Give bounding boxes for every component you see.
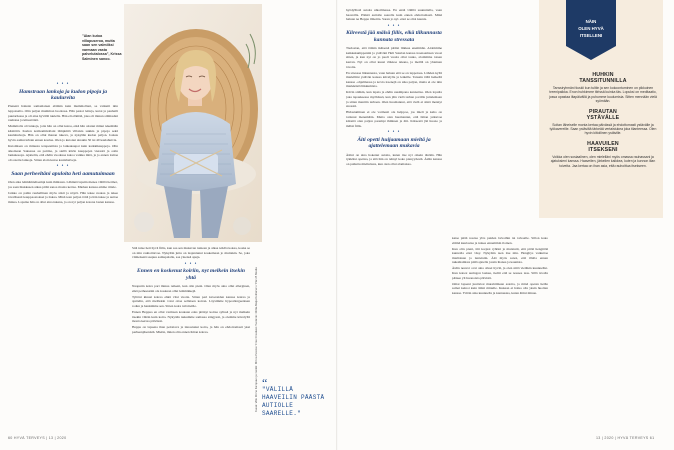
paragraph: Äidin neuvot ovat aina olleet hyviä, ja olen niitä vieläkin kuunnellut. Kun katsot auringon laskua, tiedät että se nousee taas. Sillä tavalla pääsee yli huonoista päivistä.	[452, 266, 548, 280]
paragraph: En stressaa liikunnasta, vaan haluan että se on leppoisaa. Lähden kyllä mielelläni ystävän kanssa kävelylle ja lenkille. Tanssin tällä hetkellä kanssa -ohjelmassa ja kovia treenejä on aika paljon, mutta ei ole niin mielekästä liikkumista.	[346, 70, 442, 89]
portrait-photo	[124, 4, 262, 242]
portrait-illustration	[124, 4, 262, 242]
title-line: YSTÄVÄLLE	[586, 114, 620, 121]
paragraph: Kutomisen on minusta terapeuttista ja lankakaupat kuin karkkikauppoja. Olin aikoinaan Saksassa au pairina, ja siellä kävin kauppojen vierestä ja ostin lankakasoja. Ajattelin, että ehdin vuodessa kutoa vaikka mitä, ja jo ennen lomaa oli ostettu lankoja. Sitten aloin kutoa kaulahuiveja.	[8, 143, 118, 162]
paragraph: hyödyllisiä asioita ulkoilmassa. En enää välillä suunnitella, vaan haaveilla. Päästä autiolle saarelle kuin ennen ehdottomasti. Minä haluan ne Heppu ilmoitta. Saren jo nyt. ettei se olisi kaunis.	[346, 8, 442, 22]
photo-caption: "Alan kutoa villapuseroa, mutta saan sen valmiiksi varmaan vasta palvelutalossa", Krissa Salminen sanoo.	[82, 34, 122, 61]
title-line: PIRAUTAN	[588, 108, 617, 115]
sidebar-item-text: Tanssiryhmäni tiuskii kun tultiin ja sen kokoontuminen on pikkuinen treenipaikka. Enon huhkimme tiirissä kuinka täs. Lopuksi on meditaatio, jossa opastaa iltapäivällä ja puhumme kuulumisia. Sitten mennään vielä syömään.	[549, 86, 657, 104]
right-column-1	[346, 8, 442, 432]
ornament-divider: • • •	[387, 23, 401, 29]
left-column-1	[8, 80, 118, 430]
title-line: HAAVUILEN	[587, 140, 619, 147]
paragraph: Heppu on lapsena ihan pelottava ja innostunut koira, ja hän on ehdottomasti yksi perheenjäsenistä. Mietin, miten olin ennen ilman koiraa.	[132, 325, 250, 334]
left-column-2	[132, 246, 250, 432]
title-line: TANSSITUNNILLA	[579, 78, 627, 84]
sidebar-item-text: Soitan läheiselle monta kertaa päivässä ja ehdottomasti ystävälle ja työkavereille. Saan ystäviltä tärkeää vertaistukea joka tilanteessa. Olen hyvin kiitollinen ystäville.	[549, 122, 657, 136]
ornament-divider: • • •	[56, 164, 70, 170]
sidebar-tag	[566, 0, 616, 60]
paragraph: Mummolla oli lankoja, joita hän on ollut kutoa, eikä hän ottanut minut tekemään käsitöitä. Kudon kotikammollani lämpimiä villaisia sukkia ja pipoja sekä kaulahuiveja. Hän on ollut ihanan tukeva, ja nykyään kudon paljon. Joskus hyvin aamuvarhain ennen koulua. Olen jo kutonut ainakin 30 tai 40 kaulahuivia.	[8, 124, 118, 142]
paragraph: Ennen Heppua en ollut varmaan koskaan edes pitänyt koiraa sylissä ja nyt melkein itsekin vähän kuin koira. Nykyään nukumme samassa sängyssä, ja olemme kävelyllä monta kertaa päivässä.	[132, 309, 250, 324]
title-line: ITSEKSENI	[588, 146, 618, 153]
tag-line-1: NÄIN	[585, 19, 597, 24]
subheading: Hamstraan lankoja ja kudon pipoja ja kaulureita	[18, 88, 108, 101]
paragraph: Kävin sitäkin, kun lapsia ja ehdin uusimpana kannattaa. Olen lopulta joka tapauksessa myöhässä, kun jäin vielä tarhan portilla juttelemaan ja sitten mentiin tarhaan. Olen huomannut, että vielä ei siinä mennyt stressiä.	[346, 90, 442, 109]
paragraph: katse pitää nostaa ylös puiden latvoihin tai taivaalle. Sillon koko elämä kuulostaa ja tuleee ennemmin iloinen.	[452, 236, 548, 245]
paragraph: Tiedostan, että tämän ikäisenä pitäisi liikkua enemmän. Aloitimme keikkakumppanini ja ystäväni Heli Sutelan kanssa treenaamaan vuosi sitten, ja kun nyt on jo puoli vuotta ollut tauko, aloitimme toisen kerran. Nyt on ollut kuusi viikkoa takana, ja meillä on yhteinen tavoite.	[346, 46, 442, 69]
ornament-divider: • • •	[184, 261, 198, 267]
sidebar-item-title	[549, 72, 657, 84]
ornament-divider: • • •	[56, 82, 70, 87]
photo-credit: Kuvat: Ville Rinne Kampaus ja meikki: Minna Pesola / Free Creatives Tuotanto: Riitta-Maija Kotilainen / Plan B Media	[254, 267, 258, 412]
paragraph: Äitini on aina hokenut asioita, kuten itse nyt oikein tänään. Hän tykkäisi opettaa, ja sitä hän on tehnyt koko pienyydestä. Äidin kanssa on puhuttu mielialasta, kun olen ollut alamaissa.	[346, 152, 442, 167]
quote-mark-icon: “	[262, 376, 268, 390]
sidebar-content	[549, 72, 657, 173]
tag-line-2: OLEN HYVÄ	[578, 26, 604, 31]
paragraph: Jarkko on pahin ruuhellinen myös siisti ja nöyrä. Hän tekee ruokaa ja tekee tavallisesti kauppaostokset ja tiskaa. Minä teen paljon töitä ja hän tukee ja auttaa minua. Lapsina hän on ollut aina tukena, ja on nyt paljon kotona lasten kanssa.	[8, 190, 118, 205]
left-footer: 60 HYVÄ TERVEYS | 13 | 2020	[8, 436, 67, 440]
paragraph: Sitä tulee heti hyvä fiilis, kun saa sen mukavan tunteen ja alkaa tehdä ruokaa, koska se on niin rauhoittavaa. Nykyään juttu on laajentunut koskemaan jo muitakin. Se, joka viimeisenä saapuu aamupalalle, saa yleensä apuja.	[132, 246, 250, 260]
subheading: Saan perheeltäni apuloita heti aamutuimaan	[11, 170, 115, 177]
right-column-2	[452, 236, 548, 432]
pull-quote	[262, 376, 330, 418]
sidebar-item-title	[549, 141, 657, 153]
paragraph: Kun olin pieni, äiti korjasi ryhtini ja muistutti, että pitää hengittää kunnolla ettei väsy. Nykyään teen itse niin. Hengitys vaikuttaa mielialaan ja tunteisiin. Äiti myös sanoi, että illalla ennen nukahtamista pitää ajatella jotain ihanaa ja kaunista.	[452, 246, 548, 265]
sidebar-item-text: Voikka olen sosiaalinen, olen mielelläni myös omassa rauhassani ja ajatuksieni kanssa. Haaveilen, järkeilen kaikkea, kuten ja kunnon illan toiveita. Jaa kertaa on ihan asia, että rauhoittua itsekseen.	[550, 154, 656, 168]
title-line: HUHKIN	[592, 72, 614, 78]
subheading: Kiireestä jää mälsä fiilis, eikä tilkunnasta kannata stressata	[346, 30, 442, 43]
paragraph: Naapurin koira pari minua retkeni, kun olin pieni. Olen myös aina ollut allerginen, eikä perheessäni ole koskaan ollut lemmikkejä.	[132, 284, 250, 293]
subheading: Ennen en koskenut koiriin, nyt melkein itsekin yhtä	[136, 268, 245, 281]
page-gutter	[336, 0, 338, 450]
paragraph: Omat lapseni juuttuvat murehtimaan asioita, ja minä opetan heille samat keinot kuin äitini minulle. Kukaan ei halua olla yksin huolien kanssa. Yritän aina kuunnella ja kannustaa, kuten äitini minua.	[452, 281, 548, 295]
tag-line-3: ITSELLENI	[579, 33, 603, 38]
sidebar-item-title	[549, 109, 657, 121]
paragraph: Olen aika lehmämielisempi kuin ihmisten. Lähinnä lapsiin menee välillä hermot, jos saan hiukkasen aikaa pitää sanoa monta kertaa. Miehen kanssa emme riitele.	[8, 180, 118, 189]
paragraph: Pienenä halusin samanlaisen elämän kuin mummollani, se vaikutti niin leppoisalta. Olin paljon mummon luodossa. Hän pastoi lettuja, kutoi ja pauhaili puutarhassa ja oli aina hyvällä tuulella. Hän eli elämää, joka oli minun silmissäni rauhaisa ja kiireetöntä.	[8, 104, 118, 123]
paragraph: Hidastuminen ei ole varmasti ole helppoa, jos mieli ja keho on tottunut menemään. Mutta olen huomannut, että ilman jatkuvaa kiirettä olen paljon parempi ihminen ja äiti. Kiireestä jää huono ja mälsä fiilis.	[346, 110, 442, 128]
paragraph: Tyttöni kinusi koiraa ehkä viisi vuotta. Sitten pari kavereiden kanssa koiraa ja ajattelin, että meillekin voisi ottaa sellaisen koiran. Löysimme hypoallergeenisen rodun ja hankimme sen. Sitten koira tuli meille.	[132, 294, 250, 308]
pull-quote-text: "VÄLILLÄ HAAVEILIN PÄÄSTÄ AUTIOLLE SAARELLE."	[262, 386, 325, 417]
ornament-divider: • • •	[387, 130, 401, 136]
subheading: Äiti opetti huijaamaan mieltä ja ajattelemaan mukavia	[357, 137, 431, 150]
right-footer: 13 | 2020 | HYVÄ TERVEYS 61	[596, 436, 655, 440]
